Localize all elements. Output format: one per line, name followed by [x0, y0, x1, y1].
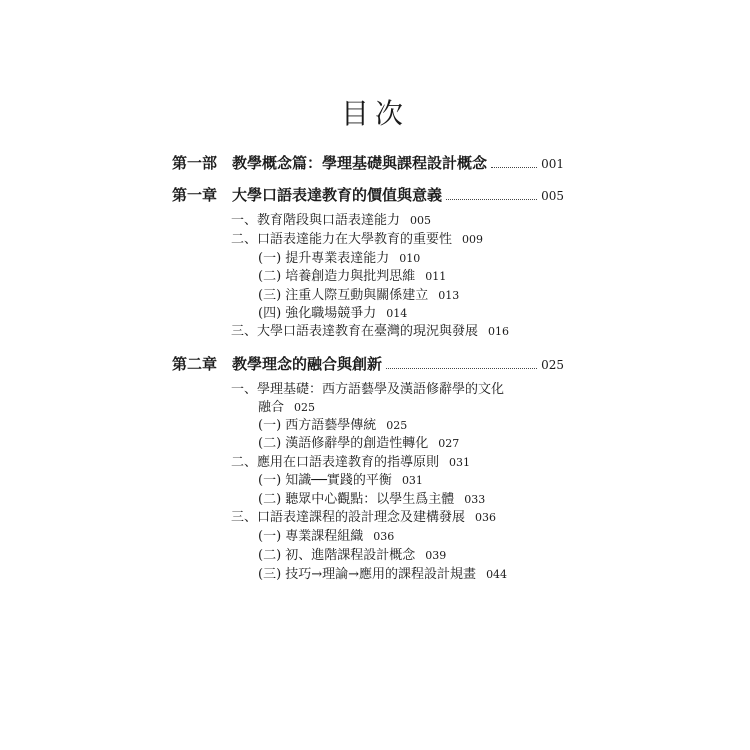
toc-section[interactable]: [231, 506, 496, 525]
toc-section[interactable]: [231, 228, 483, 247]
subsection-title: (三) 技巧→理論→應用的課程設計規畫: [258, 567, 477, 582]
subsection-title: (一) 西方語藝學傳統: [258, 418, 377, 433]
page-number: 005: [541, 189, 564, 203]
toc-section[interactable]: [231, 209, 431, 228]
toc-part-1[interactable]: [172, 152, 564, 173]
page-number: 001: [541, 157, 564, 171]
toc-subsection[interactable]: [258, 432, 459, 451]
toc-subsection[interactable]: [258, 247, 420, 266]
page-number: 031: [449, 456, 471, 469]
subsection-title: (二) 漢語修辭學的創造性轉化: [258, 436, 429, 451]
toc-subsection[interactable]: [258, 414, 407, 433]
page-number: 025: [541, 358, 564, 372]
toc-section[interactable]: [231, 451, 470, 470]
section-title: 融合: [258, 400, 285, 415]
chapter-title: 大學口語表達教育的價值與意義: [232, 186, 443, 204]
subsection-title: (四) 強化職場競爭力: [258, 306, 377, 321]
dot-leader: [491, 167, 537, 168]
page-number: 033: [464, 493, 486, 506]
page-number: 011: [425, 270, 447, 283]
page-number: 010: [399, 252, 421, 265]
section-title: 一、學理基礎：西方語藝學及漢語修辭學的文化: [231, 382, 505, 397]
subsection-title: (三) 注重人際互動與關係建立: [258, 288, 429, 303]
toc-subsection[interactable]: [258, 525, 394, 544]
section-title: 二、應用在口語表達教育的指導原則: [231, 455, 440, 470]
section-title: 二、口語表達能力在大學教育的重要性: [231, 232, 453, 247]
section-title: 一、教育階段與口語表達能力: [231, 213, 401, 228]
chapter-label: 第一章: [172, 186, 218, 204]
toc-subsection[interactable]: [258, 302, 407, 321]
page-number: 005: [410, 214, 432, 227]
subsection-title: (二) 培養創造力與批判思維: [258, 269, 416, 284]
page-number: 014: [386, 307, 408, 320]
page-number: 025: [294, 401, 316, 414]
chapter-title: 教學理念的融合與創新: [232, 355, 383, 373]
subsection-title: (二) 初、進階課程設計概念: [258, 548, 416, 563]
dot-leader: [446, 199, 537, 200]
page-number: 036: [475, 511, 497, 524]
page-number: 027: [438, 437, 460, 450]
page-title: 目次: [340, 97, 409, 130]
dot-leader: [386, 368, 537, 369]
page-number: 016: [488, 325, 510, 338]
toc-subsection[interactable]: [258, 265, 446, 284]
toc-section[interactable]: [231, 320, 509, 339]
toc-chapter-2[interactable]: [172, 353, 564, 374]
toc-section[interactable]: [231, 378, 504, 397]
part-label: 第一部: [172, 154, 218, 172]
subsection-title: (一) 專業課程組織: [258, 529, 364, 544]
page-number: 039: [425, 549, 447, 562]
subsection-title: (二) 聽眾中心觀點：以學生爲主體: [258, 492, 455, 507]
toc-subsection[interactable]: [258, 469, 423, 488]
section-title: 三、大學口語表達教育在臺灣的現況與發展: [231, 324, 479, 339]
subsection-title: (一) 知識──實踐的平衡: [258, 473, 392, 488]
section-title: 三、口語表達課程的設計理念及建構發展: [231, 510, 466, 525]
toc-chapter-1[interactable]: [172, 184, 564, 205]
toc-subsection[interactable]: [258, 488, 485, 507]
subsection-title: (一) 提升專業表達能力: [258, 251, 390, 266]
page-number: 036: [373, 530, 395, 543]
page-number: 031: [401, 474, 423, 487]
page-number: 025: [386, 419, 408, 432]
toc-section-continued[interactable]: [258, 396, 315, 415]
toc-subsection[interactable]: [258, 284, 459, 303]
toc-subsection[interactable]: [258, 563, 507, 582]
part-title: 教學概念篇：學理基礎與課程設計概念: [232, 154, 488, 172]
chapter-label: 第二章: [172, 355, 218, 373]
page-number: 013: [438, 289, 460, 302]
page-number: 009: [462, 233, 484, 246]
page-number: 044: [486, 568, 508, 581]
toc-subsection[interactable]: [258, 544, 446, 563]
